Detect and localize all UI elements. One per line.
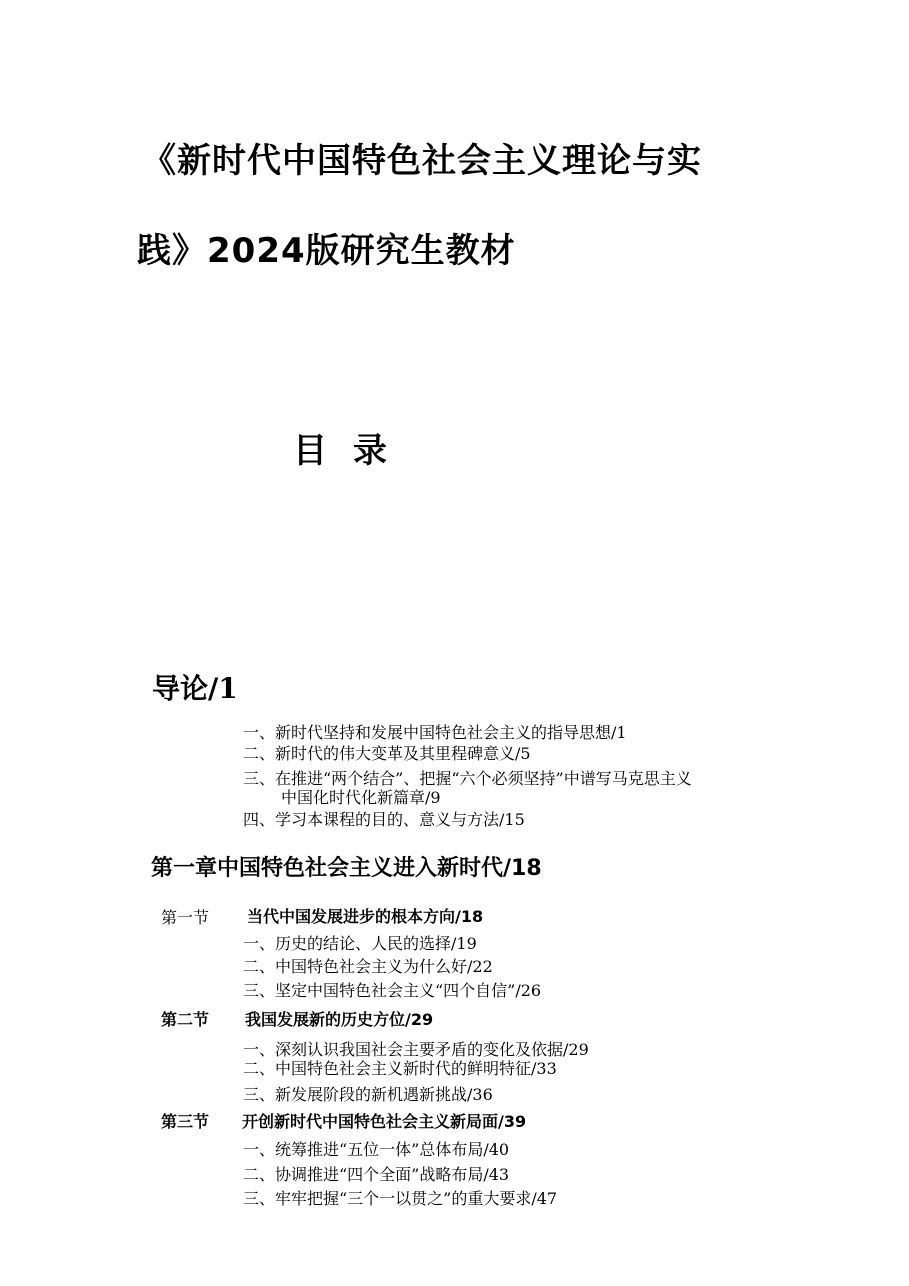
section-label: 第一节 <box>161 908 210 927</box>
toc-entry: 二、协调推进“四个全面”战略布局/43 <box>243 1165 510 1184</box>
toc-entry: 一、统筹推进“五位一体”总体布局/40 <box>243 1140 510 1159</box>
toc-heading <box>293 423 387 472</box>
toc-entry: 三、新发展阶段的新机遇新挑战/36 <box>243 1085 493 1104</box>
section-title: 我国发展新的历史方位/29 <box>245 1010 434 1029</box>
toc-entry: 一、历史的结论、人民的选择/19 <box>243 934 477 953</box>
toc-heading-char-1: 目 <box>293 431 327 471</box>
toc-entry: 二、新时代的伟大变革及其里程碑意义/5 <box>243 744 531 763</box>
section-label: 第二节 <box>161 1010 210 1029</box>
toc-entry: 三、在推进“两个结合”、把握“六个必须坚持”中谱写马克思主义 <box>243 769 692 788</box>
toc-entry: 二、中国特色社会主义为什么好/22 <box>243 957 493 976</box>
document-title-line-2: 践》2024版研究生教材 <box>137 231 516 271</box>
toc-entry-continuation: 中国化时代化新篇章/9 <box>281 788 441 807</box>
chapter-title: 第一章中国特色社会主义进入新时代/18 <box>151 856 542 881</box>
section-title: 开创新时代中国特色社会主义新局面/39 <box>242 1112 527 1131</box>
toc-entry: 二、中国特色社会主义新时代的鲜明特征/33 <box>243 1059 557 1078</box>
toc-entry: 三、牢牢把握“三个一以贯之”的重大要求/47 <box>243 1189 558 1208</box>
document-title-line-1: 《新时代中国特色社会主义理论与实 <box>142 141 702 181</box>
toc-entry: 三、坚定中国特色社会主义“四个自信”/26 <box>243 981 542 1000</box>
intro-title: 导论/1 <box>152 672 238 705</box>
toc-entry: 四、学习本课程的目的、意义与方法/15 <box>243 810 525 829</box>
toc-entry: 一、新时代坚持和发展中国特色社会主义的指导思想/1 <box>243 723 627 742</box>
section-label: 第三节 <box>161 1112 210 1131</box>
section-title: 当代中国发展进步的根本方向/18 <box>247 907 484 926</box>
toc-entry: 一、深刻认识我国社会主要矛盾的变化及依据/29 <box>243 1040 589 1059</box>
toc-heading-char-2: 录 <box>353 431 387 471</box>
